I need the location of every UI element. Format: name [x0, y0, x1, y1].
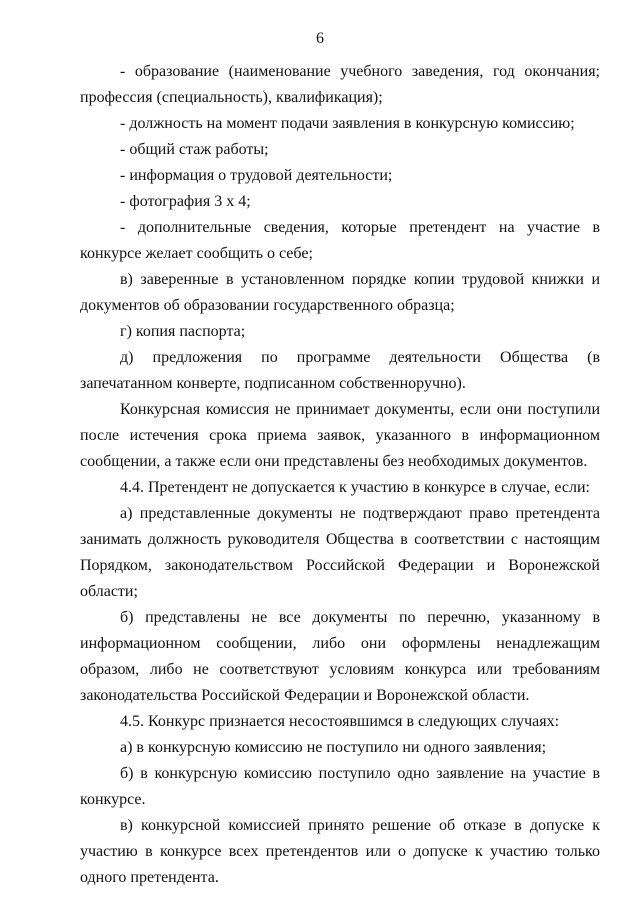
list-item-education: - образование (наименование учебного заведения, год окончания; профессия (специальность), квалификация);: [80, 63, 600, 106]
clause-v-refusal: в) конкурсной комиссией принято решение об отказе в допуске к участию в конкурсе всех претендентов или о допуске к участию только одного претендента.: [80, 817, 600, 886]
list-item-work-info: - информация о трудовой деятельности;: [120, 167, 393, 184]
list-item-photo: - фотография 3 х 4;: [120, 193, 251, 210]
clause-g-passport: г) копия паспорта;: [120, 323, 246, 340]
clause-b-one-application: б) в конкурсную комиссию поступило одно заявление на участие в конкурсе.: [80, 765, 600, 808]
clause-a-no-applications: а) в конкурсную комиссию не поступило ни одного заявления;: [120, 739, 547, 756]
document-body: [80, 59, 600, 891]
page-number: 6: [316, 30, 324, 47]
clause-b-incomplete: б) представлены не все документы по перечню, указанному в информационном сообщении, либо они оформлены ненадлежащим образом, либо не соответствуют условиям конкурса или требованиям законодательства Российской Федерации и Воронежской области.: [80, 609, 600, 704]
list-item-experience: - общий стаж работы;: [120, 141, 269, 158]
paragraph-rejection: Конкурсная комиссия не принимает документы, если они поступили после истечения срока приема заявок, указанного в информационном сообщении, а также если они представлены без необходимых документов.: [80, 401, 600, 470]
list-item-additional-info: - дополнительные сведения, которые претендент на участие в конкурсе желает сообщить о себе;: [80, 219, 600, 262]
clause-v-copies: в) заверенные в установленном порядке копии трудовой книжки и документов об образовании государственного образца;: [80, 271, 600, 314]
list-item-position: - должность на момент подачи заявления в конкурсную комиссию;: [120, 115, 575, 132]
clause-d-proposals: д) предложения по программе деятельности Общества (в запечатанном конверте, подписанном собственноручно).: [80, 349, 600, 392]
section-4-4-heading: 4.4. Претендент не допускается к участию в конкурсе в случае, если:: [120, 479, 590, 496]
clause-a-not-confirmed: а) представленные документы не подтверждают право претендента занимать должность руководителя Общества в соответствии с настоящим Порядком, законодательством Российской Федерации и Воронежской области;: [80, 505, 600, 600]
section-4-5-heading: 4.5. Конкурс признается несостоявшимся в следующих случаях:: [120, 713, 560, 730]
